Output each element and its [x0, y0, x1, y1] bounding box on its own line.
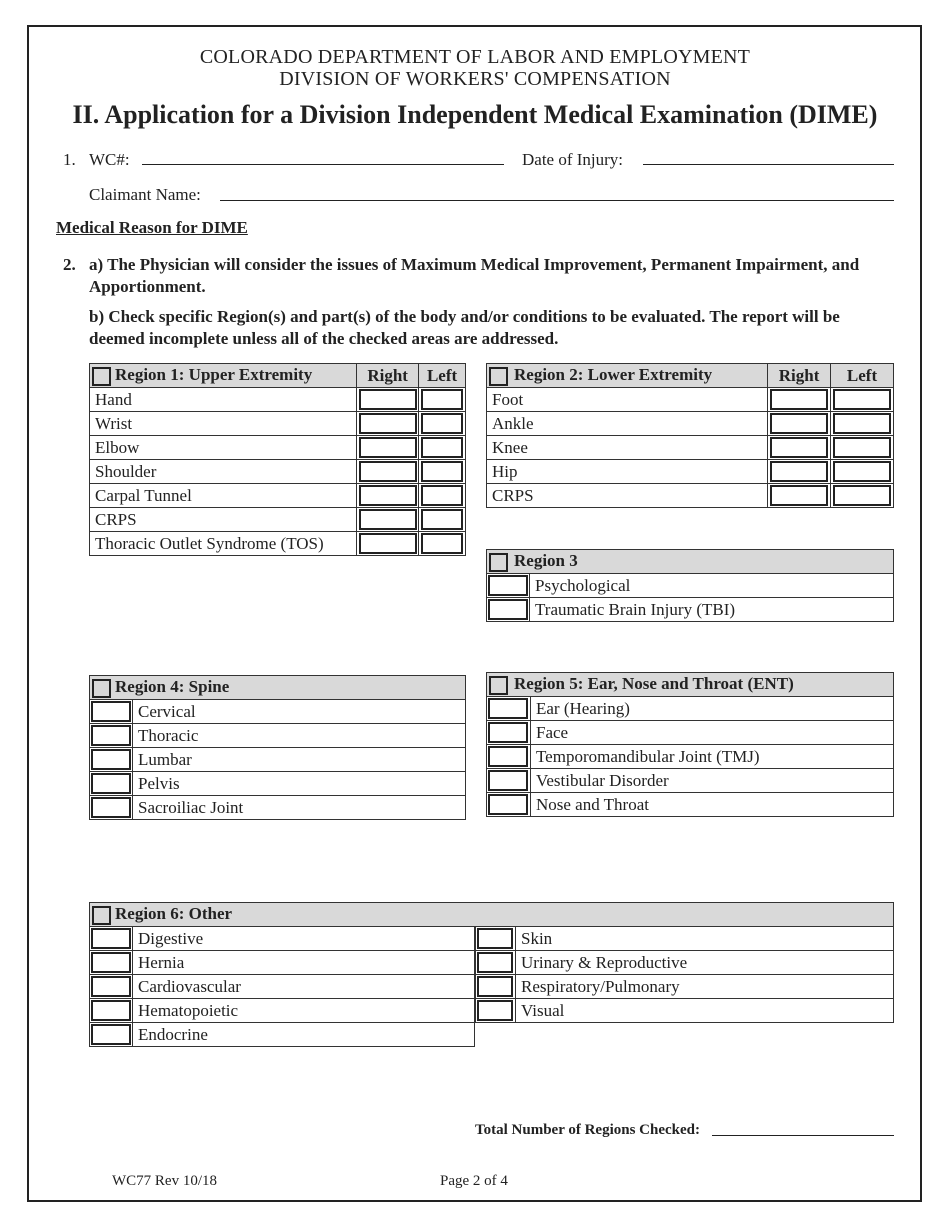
item-checkbox[interactable]: [91, 1024, 131, 1045]
region-1-left-header: Left: [419, 364, 466, 388]
region-3-item: Traumatic Brain Injury (TBI): [530, 598, 894, 622]
right-checkbox[interactable]: [770, 485, 828, 506]
region-1-right-header: Right: [357, 364, 419, 388]
region-1-header: [90, 364, 357, 388]
item-checkbox[interactable]: [91, 773, 131, 794]
region-2-item: Foot: [487, 388, 768, 412]
region-4-item: Pelvis: [133, 772, 466, 796]
region-4-item: Cervical: [133, 700, 466, 724]
left-checkbox[interactable]: [421, 437, 463, 458]
region-6-right-table: [475, 926, 894, 1023]
region-1-item: CRPS: [90, 508, 357, 532]
region-6-header: [90, 903, 894, 927]
region-6-item: Hernia: [133, 951, 475, 975]
instruction-b: b) Check specific Region(s) and part(s) of the body and/or conditions to be evaluated. The report will be deemed incomplete unless all of the checked areas are addressed.: [89, 307, 840, 348]
region-6-item: Cardiovascular: [133, 975, 475, 999]
region-3-header: [487, 550, 894, 574]
item-checkbox[interactable]: [488, 794, 528, 815]
region-1-item: Elbow: [90, 436, 357, 460]
item-checkbox[interactable]: [91, 749, 131, 770]
region-6-header-table: [89, 902, 894, 927]
date-of-injury-field[interactable]: [643, 164, 894, 165]
agency-name: COLORADO DEPARTMENT OF LABOR AND EMPLOYMENT: [199, 46, 751, 68]
region-6-item: Hematopoietic: [133, 999, 475, 1023]
region-1-item: Carpal Tunnel: [90, 484, 357, 508]
left-checkbox[interactable]: [833, 413, 891, 434]
right-checkbox[interactable]: [359, 389, 417, 410]
left-checkbox[interactable]: [833, 437, 891, 458]
left-checkbox[interactable]: [421, 413, 463, 434]
region-1-table: [89, 363, 466, 556]
item-checkbox[interactable]: [477, 928, 513, 949]
item-checkbox[interactable]: [488, 770, 528, 791]
right-checkbox[interactable]: [770, 389, 828, 410]
region-1-checkbox[interactable]: [92, 367, 111, 386]
right-checkbox[interactable]: [359, 509, 417, 530]
region-2-right-header: Right: [768, 364, 831, 388]
region-6-item: Respiratory/Pulmonary: [515, 975, 893, 999]
region-3-item: Psychological: [530, 574, 894, 598]
region-4-title: Region 4: Spine: [115, 677, 230, 697]
left-checkbox[interactable]: [833, 485, 891, 506]
region-4-checkbox[interactable]: [92, 679, 111, 698]
region-3-table: [486, 549, 894, 622]
right-checkbox[interactable]: [359, 437, 417, 458]
item-checkbox[interactable]: [91, 952, 131, 973]
region-5-item: Nose and Throat: [530, 793, 893, 817]
region-5-item: Vestibular Disorder: [530, 769, 893, 793]
date-of-injury-label: Date of Injury:: [522, 150, 624, 169]
region-3-title: Region 3: [514, 551, 578, 571]
item-number-2: 2.: [63, 255, 76, 274]
item-checkbox[interactable]: [91, 725, 131, 746]
division-name: DIVISION OF WORKERS' COMPENSATION: [279, 68, 671, 90]
region-5-item: Ear (Hearing): [530, 697, 893, 721]
region-5-title: Region 5: Ear, Nose and Throat (ENT): [514, 674, 794, 694]
region-2-checkbox[interactable]: [489, 367, 508, 386]
region-1-title: Region 1: Upper Extremity: [115, 365, 313, 385]
instruction-a: a) The Physician will consider the issues of Maximum Medical Improvement, Permanent Impairment, and Apportionment.: [89, 255, 860, 296]
wc-number-label: WC#:: [89, 150, 130, 169]
right-checkbox[interactable]: [770, 413, 828, 434]
region-1-item: Wrist: [90, 412, 357, 436]
region-6-checkbox[interactable]: [92, 906, 111, 925]
region-5-item: Temporomandibular Joint (TMJ): [530, 745, 893, 769]
left-checkbox[interactable]: [833, 389, 891, 410]
left-checkbox[interactable]: [421, 509, 463, 530]
item-checkbox[interactable]: [91, 797, 131, 818]
page-number: Page 2 of 4: [440, 1173, 508, 1189]
left-checkbox[interactable]: [421, 389, 463, 410]
region-1-item: Thoracic Outlet Syndrome (TOS): [90, 532, 357, 556]
region-4-item: Lumbar: [133, 748, 466, 772]
right-checkbox[interactable]: [359, 413, 417, 434]
item-checkbox[interactable]: [488, 575, 528, 596]
region-6-item: Digestive: [133, 927, 475, 951]
item-checkbox[interactable]: [477, 952, 513, 973]
region-2-item: Knee: [487, 436, 768, 460]
page-title: II. Application for a Division Independent Medical Examination (DIME): [72, 100, 878, 129]
item-checkbox[interactable]: [477, 976, 513, 997]
region-5-header: [487, 673, 894, 697]
item-checkbox[interactable]: [488, 722, 528, 743]
right-checkbox[interactable]: [770, 437, 828, 458]
item-checkbox[interactable]: [91, 976, 131, 997]
region-4-table: [89, 675, 466, 820]
item-checkbox[interactable]: [91, 701, 131, 722]
region-2-item: Hip: [487, 460, 768, 484]
total-regions-field[interactable]: [712, 1135, 894, 1136]
item-checkbox[interactable]: [477, 1000, 513, 1021]
form-id: WC77 Rev 10/18: [112, 1173, 217, 1189]
region-5-table: [486, 672, 894, 817]
right-checkbox[interactable]: [770, 461, 828, 482]
region-1-item: Hand: [90, 388, 357, 412]
region-6-title: Region 6: Other: [115, 904, 233, 924]
item-checkbox[interactable]: [488, 746, 528, 767]
left-checkbox[interactable]: [421, 533, 463, 554]
claimant-name-field[interactable]: [220, 200, 894, 201]
right-checkbox[interactable]: [359, 533, 417, 554]
region-5-item: Face: [530, 721, 893, 745]
left-checkbox[interactable]: [421, 485, 463, 506]
item-checkbox[interactable]: [488, 698, 528, 719]
region-3-checkbox[interactable]: [489, 553, 508, 572]
region-1-item: Shoulder: [90, 460, 357, 484]
region-6-item: Endocrine: [133, 1023, 475, 1047]
total-regions-label: Total Number of Regions Checked:: [475, 1122, 701, 1138]
region-4-item: Sacroiliac Joint: [133, 796, 466, 820]
region-2-left-header: Left: [831, 364, 894, 388]
left-checkbox[interactable]: [833, 461, 891, 482]
right-checkbox[interactable]: [359, 485, 417, 506]
region-6-item: Skin: [515, 927, 893, 951]
item-checkbox[interactable]: [488, 599, 528, 620]
medical-reason-heading: Medical Reason for DIME: [56, 218, 248, 237]
wc-number-field[interactable]: [142, 164, 504, 165]
item-checkbox[interactable]: [91, 928, 131, 949]
region-4-header: [90, 676, 466, 700]
region-6-item: Urinary & Reproductive: [515, 951, 893, 975]
region-2-header: [487, 364, 768, 388]
region-2-title: Region 2: Lower Extremity: [514, 365, 713, 385]
item-number-1: 1.: [63, 150, 76, 169]
claimant-name-label: Claimant Name:: [89, 185, 201, 204]
region-2-table: [486, 363, 894, 508]
left-checkbox[interactable]: [421, 461, 463, 482]
region-6-item: Visual: [515, 999, 893, 1023]
region-6-left-table: [89, 926, 475, 1047]
region-2-item: CRPS: [487, 484, 768, 508]
item-checkbox[interactable]: [91, 1000, 131, 1021]
region-2-item: Ankle: [487, 412, 768, 436]
region-5-checkbox[interactable]: [489, 676, 508, 695]
region-4-item: Thoracic: [133, 724, 466, 748]
right-checkbox[interactable]: [359, 461, 417, 482]
